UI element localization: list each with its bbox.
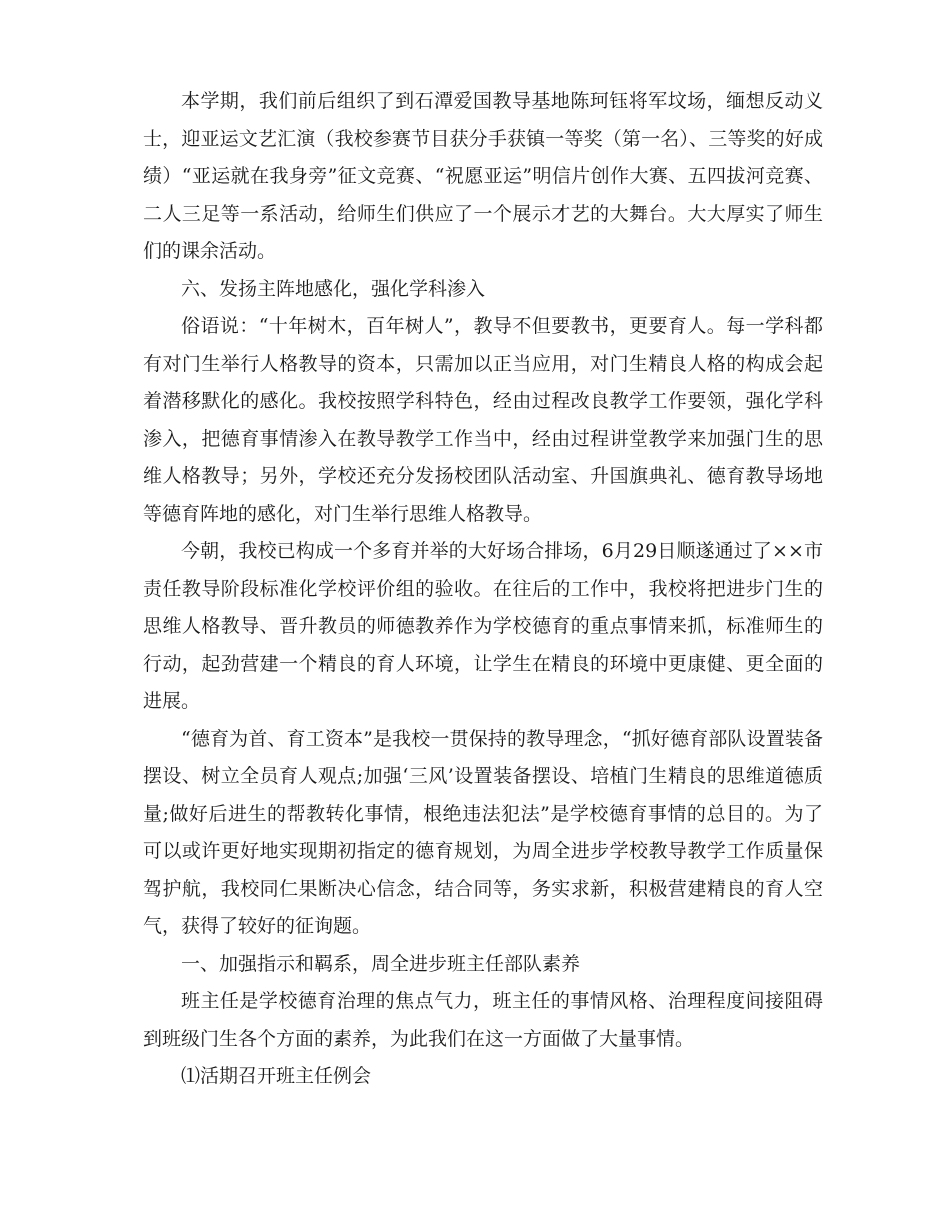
paragraph-class-teacher: 班主任是学校德育治理的焦点气力，班主任的事情风格、治理程度间接阻碍到班级门生各个方面的素养，为此我们在这一方面做了大量事情。: [143, 990, 823, 1050]
document-body: [143, 83, 823, 1096]
list-item-regular-meeting: ⑴活期召开班主任例会: [181, 1065, 372, 1087]
paragraph-current-status: 今朝，我校已构成一个多育并举的大好场合排场，6月29日顺遂通过了××市责任教导阶段标准化学校评价组的验收。在往后的工作中，我校将把进步门生的思维人格教导、晋升教员的师德教养作为学校德育的重点事情来抓，标准师生的行动，起劲营建一个精良的育人环境，让学生在精良的环境中更康健、更全面的进展。: [143, 540, 823, 712]
section-heading-six: 六、发扬主阵地感化，强化学科渗入: [181, 277, 486, 300]
paragraph-moral-education-goal: “德育为首、育工资本”是我校一贯保持的教导理念，“抓好德育部队设置装备摆设、树立全员育人观点;加强‘三风’设置装备摆设、培植门生精良的思维道德质量;做好后进生的帮教转化事情，根绝违法犯法”是学校德育事情的总目的。为了可以或许更好地实现期初指定的德育规划，为周全进步学校教导教学工作质量保驾护航，我校同仁果断决心信念，结合同等，务实求新，积极营建精良的育人空气，获得了较好的征询题。: [143, 727, 823, 937]
paragraph-subject-infiltration: 俗语说：“十年树木，百年树人”，教导不但要教书，更要育人。每一学科都有对门生举行人格教导的资本，只需加以正当应用，对门生精良人格的构成会起着潜移默化的感化。我校按照学科特色，经由过程改良教学工作要领，强化学科渗入，把德育事情渗入在教导教学工作当中，经由过程讲堂教学来加强门生的思维人格教导；另外，学校还充分发扬校团队活动室、升国旗典礼、德育教导场地等德育阵地的感化，对门生举行思维人格教导。: [143, 315, 823, 525]
section-heading-one: 一、加强指示和羁系，周全进步班主任部队素养: [181, 952, 581, 975]
paragraph-activities: 本学期，我们前后组织了到石潭爱国教导基地陈珂钰将军坟场，缅想反动义士，迎亚运文艺汇演（我校参赛节目获分手获镇一等奖（第一名）、三等奖的好成绩）“亚运就在我身旁”征文竞赛、“祝愿亚运”明信片创作大赛、五四拔河竞赛、二人三足等一系活动，给师生们供应了一个展示才艺的大舞台。大大厚实了师生们的课余活动。: [143, 90, 823, 262]
